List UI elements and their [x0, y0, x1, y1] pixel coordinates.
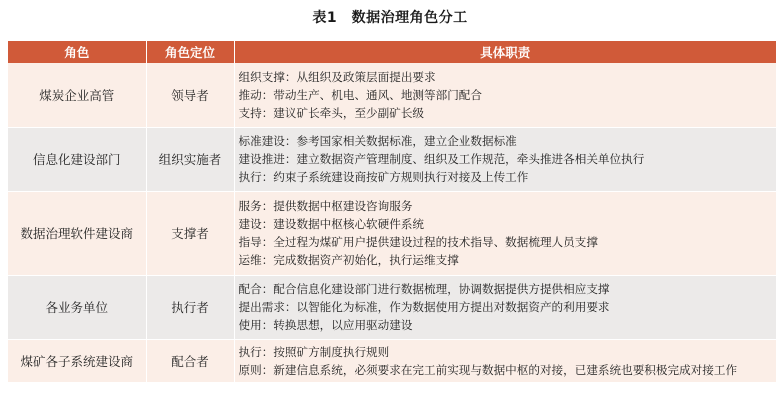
role-cell: 煤炭企业高管 [8, 63, 146, 127]
duty-line: 服务：提供数据中枢建设咨询服务 [238, 199, 413, 213]
duties-cell [234, 63, 776, 127]
table-row [8, 339, 776, 382]
duties-cell [234, 339, 776, 382]
header-duties: 具体职责 [234, 41, 776, 63]
table-row [8, 191, 776, 275]
table-row [8, 127, 776, 191]
role-cell: 各业务单位 [8, 275, 146, 339]
position-cell: 领导者 [146, 63, 234, 127]
duty-line: 组织支撑：从组织及政策层面提出要求 [238, 69, 436, 84]
table-row [8, 275, 776, 339]
duty-line: 执行：按照矿方制度执行规则 [238, 344, 390, 359]
duty-line: 提出需求：以智能化为标准，作为数据使用方提出对数据资产的利用要求 [238, 300, 610, 314]
role-division-table [8, 41, 776, 383]
duty-line: 执行：约束子系统建设商按矿方规则执行对接及上传工作 [238, 170, 529, 184]
role-cell: 数据治理软件建设商 [8, 191, 146, 275]
duty-line: 建设推进：建立数据资产管理制度、组织及工作规范，牵头推进各相关单位执行 [238, 152, 645, 166]
role-cell: 煤矿各子系统建设商 [8, 339, 146, 382]
duty-line: 指导：全过程为煤矿用户提供建设过程的技术指导、数据梳理人员支撑 [238, 235, 598, 249]
duty-line: 建设：建设数据中枢核心软硬件系统 [238, 217, 425, 231]
table-row [8, 63, 776, 127]
duties-cell [234, 127, 776, 191]
duties-cell [234, 275, 776, 339]
header-position: 角色定位 [146, 41, 234, 63]
duty-line: 支持：建议矿长牵头，至少副矿长级 [238, 105, 425, 120]
duty-line: 运维：完成数据资产初始化，执行运维支撑 [238, 253, 459, 267]
position-cell: 组织实施者 [146, 127, 234, 191]
position-cell: 配合者 [146, 339, 234, 382]
table-header-row [8, 41, 776, 63]
duty-line: 配合：配合信息化建设部门进行数据梳理，协调数据提供方提供相应支撑 [238, 282, 610, 296]
duty-line: 使用：转换思想，以应用驱动建设 [238, 318, 413, 332]
duty-line: 原则：新建信息系统，必须要求在完工前实现与数据中枢的对接，已建系统也要积极完成对接工作 [238, 362, 738, 377]
duties-cell [234, 191, 776, 275]
position-cell: 执行者 [146, 275, 234, 339]
duty-line: 推动：带动生产、机电、通风、地测等部门配合 [238, 87, 482, 102]
role-cell: 信息化建设部门 [8, 127, 146, 191]
position-cell: 支撑者 [146, 191, 234, 275]
header-role: 角色 [8, 41, 146, 63]
table-title: 表1 数据治理角色分工 [312, 10, 468, 26]
duty-line: 标准建设：参考国家相关数据标准，建立企业数据标准 [238, 134, 517, 148]
